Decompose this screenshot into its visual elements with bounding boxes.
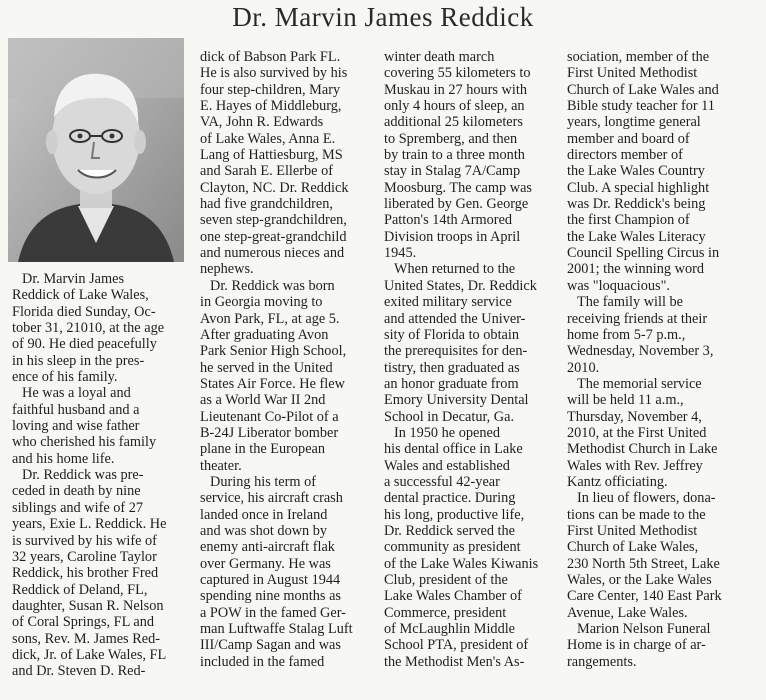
text-line: his dental office in Lake	[384, 441, 523, 458]
text-line: of McLaughlin Middle	[384, 621, 516, 638]
text-line: Wales and established	[384, 457, 510, 474]
text-line: Club. A special highlight	[567, 179, 710, 196]
paragraph	[567, 294, 743, 376]
text-line: ence of his family.	[12, 369, 118, 386]
text-line: directors member of	[567, 147, 683, 164]
text-line: tions can be made to the	[567, 506, 706, 523]
text-line: Emory University Dental	[384, 392, 529, 409]
text-line: loving and wise father	[12, 418, 140, 435]
text-line: daughter, Susan R. Nelson	[12, 597, 164, 614]
text-line: When returned to the	[394, 261, 516, 278]
text-line: Moosburg. The camp was	[384, 179, 532, 196]
text-line: E. Hayes of Middleburg,	[200, 98, 342, 115]
text-line: During his term of	[210, 473, 317, 490]
text-line: Lang of Hattiesburg, MS	[200, 147, 343, 164]
text-line: VA, John R. Edwards	[200, 114, 324, 131]
text-line: sity of Florida to obtain	[384, 326, 520, 343]
text-line: and attended the Univer-	[384, 310, 526, 327]
text-line: covering 55 kilometers to	[384, 65, 531, 82]
text-line: man Luftwaffe Stalag Luft	[200, 621, 353, 638]
text-line: Dr. Marvin James	[22, 271, 125, 287]
paragraph	[384, 425, 560, 670]
text-line: stay in Stalag 7A/Camp	[384, 163, 521, 180]
text-line: a successful 42-year	[384, 473, 500, 490]
column-1	[12, 271, 190, 680]
text-line: and Sarah E. Ellerbe of	[200, 163, 333, 180]
text-line: one step-great-grandchild	[200, 228, 347, 245]
text-line: Dr. Reddick served the	[384, 522, 516, 539]
paragraph	[567, 376, 743, 490]
text-line: School in Decatur, Ga.	[384, 408, 515, 425]
text-line: siblings and wife of 27	[12, 499, 144, 516]
text-line: Patton's 14th Armored	[384, 212, 513, 229]
paragraph	[567, 490, 743, 621]
text-line: Avon Park, FL, at age 5.	[200, 310, 340, 327]
text-line: 230 North 5th Street, Lake	[567, 555, 720, 572]
text-line: The family will be	[577, 294, 684, 311]
text-line: spending nine months as	[200, 588, 341, 605]
text-line: as a World War II 2nd	[200, 392, 326, 409]
text-line: who cherished his family	[12, 434, 157, 451]
text-line: is survived by his wife of	[12, 532, 157, 549]
text-line: and Dr. Steven D. Red-	[12, 663, 146, 680]
text-line: the Lake Wales Literacy	[567, 228, 706, 245]
text-line: Avenue, Lake Wales.	[567, 604, 688, 621]
obituary-title: Dr. Marvin James Reddick	[232, 2, 534, 32]
column-4	[567, 49, 743, 670]
text-line: Council Spelling Circus in	[567, 245, 720, 262]
text-line: had five grandchildren,	[200, 196, 333, 213]
text-line: by train to a three month	[384, 147, 525, 164]
text-line: He was a loyal and	[22, 385, 131, 402]
text-line: 2010.	[567, 359, 600, 376]
paragraph	[12, 271, 190, 385]
text-line: Care Center, 140 East Park	[567, 588, 722, 605]
text-line: The memorial service	[577, 375, 702, 392]
text-line: dick, Jr. of Lake Wales, FL	[12, 646, 167, 663]
text-line: 2001; the winning word	[567, 261, 705, 278]
text-line: and his home life.	[12, 450, 115, 467]
text-line: plane in the European	[200, 441, 326, 458]
text-line: included in the famed	[200, 653, 325, 670]
text-line: tistry, then graduated as	[384, 359, 520, 376]
text-line: an honor graduate from	[384, 375, 519, 392]
text-line: Kantz officiating.	[567, 473, 668, 490]
text-line: tober 31, 21010, at the age	[12, 320, 165, 337]
text-line: only 4 hours of sleep, an	[384, 98, 525, 115]
text-line: and numerous nieces and	[200, 245, 345, 262]
text-line: Division troops in April	[384, 228, 521, 245]
text-line: of the Lake Wales Kiwanis	[384, 555, 539, 572]
paragraph	[200, 474, 374, 670]
text-line: After graduating Avon	[200, 326, 329, 343]
text-line: Dr. Reddick was born	[210, 277, 335, 294]
text-line: Wednesday, November 3,	[567, 343, 714, 360]
text-line: was "loquacious".	[567, 277, 670, 294]
text-line: Park Senior High School,	[200, 343, 347, 360]
text-line: years, Exie L. Reddick. He	[12, 516, 167, 533]
text-line: Commerce, president	[384, 604, 507, 621]
text-line: He is also survived by his	[200, 65, 348, 82]
paragraph	[384, 261, 560, 424]
text-line: First United Methodist	[567, 522, 698, 539]
column-2	[200, 49, 374, 670]
text-line: of 90. He died peacefully	[12, 336, 157, 353]
paragraph	[200, 278, 374, 474]
text-line: Church of Lake Wales and	[567, 81, 719, 98]
text-line: nephews.	[200, 261, 254, 278]
text-line: III/Camp Sagan and was	[200, 637, 341, 654]
text-line: 32 years, Caroline Taylor	[12, 548, 157, 565]
text-line: In 1950 he opened	[394, 424, 501, 441]
text-line: service, his aircraft crash	[200, 490, 343, 507]
text-line: in his sleep in the pres-	[12, 352, 145, 369]
text-line: the first Champion of	[567, 212, 690, 229]
text-line: and was shot down by	[200, 522, 328, 539]
paragraph	[200, 49, 374, 278]
paragraph	[384, 49, 560, 261]
text-line: Club, president of the	[384, 572, 508, 588]
text-line: landed once in Ireland	[200, 506, 328, 523]
text-line: Thursday, November 4,	[567, 408, 702, 425]
text-line: seven step-grandchildren,	[200, 212, 347, 229]
text-line: rangements.	[567, 653, 637, 670]
text-line: in Georgia moving to	[200, 294, 323, 311]
text-line: States Air Force. He flew	[200, 375, 345, 392]
text-line: dick of Babson Park FL.	[200, 49, 341, 65]
text-line: Wales with Rev. Jeffrey	[567, 457, 703, 474]
text-line: member and board of	[567, 130, 690, 147]
text-line: sociation, member of the	[567, 49, 710, 65]
text-line: theater.	[200, 457, 242, 474]
text-line: winter death march	[384, 49, 495, 65]
text-line: Bible study teacher for 11	[567, 98, 715, 115]
paragraph	[12, 385, 190, 467]
portrait-image	[8, 38, 184, 262]
text-line: Dr. Reddick was pre-	[22, 467, 144, 484]
text-line: Reddick of Deland, FL,	[12, 581, 148, 598]
text-line: In lieu of flowers, dona-	[577, 490, 716, 507]
text-line: ceded in death by nine	[12, 483, 141, 500]
text-line: captured in August 1944	[200, 572, 341, 588]
text-line: Home is in charge of ar-	[567, 637, 706, 654]
text-line: faithful husband and a	[12, 401, 140, 418]
text-line: the prerequisites for den-	[384, 343, 528, 360]
text-line: he served in the United	[200, 359, 333, 376]
text-line: Florida died Sunday, Oc-	[12, 303, 156, 320]
portrait-photo	[8, 38, 184, 262]
text-line: 2010, at the First United	[567, 424, 707, 441]
text-line: sons, Rev. M. James Red-	[12, 630, 160, 647]
text-line: home from 5-7 p.m.,	[567, 326, 686, 343]
text-line: liberated by Gen. George	[384, 196, 529, 213]
text-line: years, longtime general	[567, 114, 701, 131]
text-line: to Spremberg, and then	[384, 130, 518, 147]
text-line: Lieutenant Co-Pilot of a	[200, 408, 339, 425]
text-line: Wales, or the Lake Wales	[567, 572, 712, 588]
text-line: will be held 11 a.m.,	[567, 392, 684, 409]
text-line: a POW in the famed Ger-	[200, 604, 346, 621]
text-line: Muskau in 27 hours with	[384, 81, 527, 98]
text-line: additional 25 kilometers	[384, 114, 523, 131]
text-line: First United Methodist	[567, 65, 698, 82]
text-line: enemy anti-aircraft flak	[200, 539, 335, 556]
text-line: Methodist Church in Lake	[567, 441, 718, 458]
column-3	[384, 49, 560, 670]
text-line: four step-children, Mary	[200, 81, 341, 98]
text-line: 1945.	[384, 245, 417, 262]
text-line: Reddick, his brother Fred	[12, 565, 159, 582]
text-line: his long, productive life,	[384, 506, 525, 523]
text-line: Lake Wales Chamber of	[384, 588, 522, 605]
text-line: dental practice. During	[384, 490, 516, 507]
text-line: Marion Nelson Funeral	[577, 621, 711, 638]
text-line: exited military service	[384, 294, 512, 311]
text-line: receiving friends at their	[567, 310, 708, 327]
text-line: Church of Lake Wales,	[567, 539, 699, 556]
text-line: of Coral Springs, FL and	[12, 614, 155, 631]
text-line: the Methodist Men's As-	[384, 653, 525, 670]
text-line: Clayton, NC. Dr. Reddick	[200, 179, 349, 196]
text-line: B-24J Liberator bomber	[200, 424, 339, 441]
text-line: was Dr. Reddick's being	[567, 196, 706, 213]
text-line: over Germany. He was	[200, 555, 331, 572]
text-line: of Lake Wales, Anna E.	[200, 130, 336, 147]
paragraph	[567, 621, 743, 670]
text-line: School PTA, president of	[384, 637, 529, 654]
paragraph	[12, 467, 190, 679]
paragraph	[567, 49, 743, 294]
text-line: community as president	[384, 539, 521, 556]
text-line: United States, Dr. Reddick	[384, 277, 537, 294]
text-line: Reddick of Lake Wales,	[12, 287, 149, 304]
text-line: the Lake Wales Country	[567, 163, 705, 180]
